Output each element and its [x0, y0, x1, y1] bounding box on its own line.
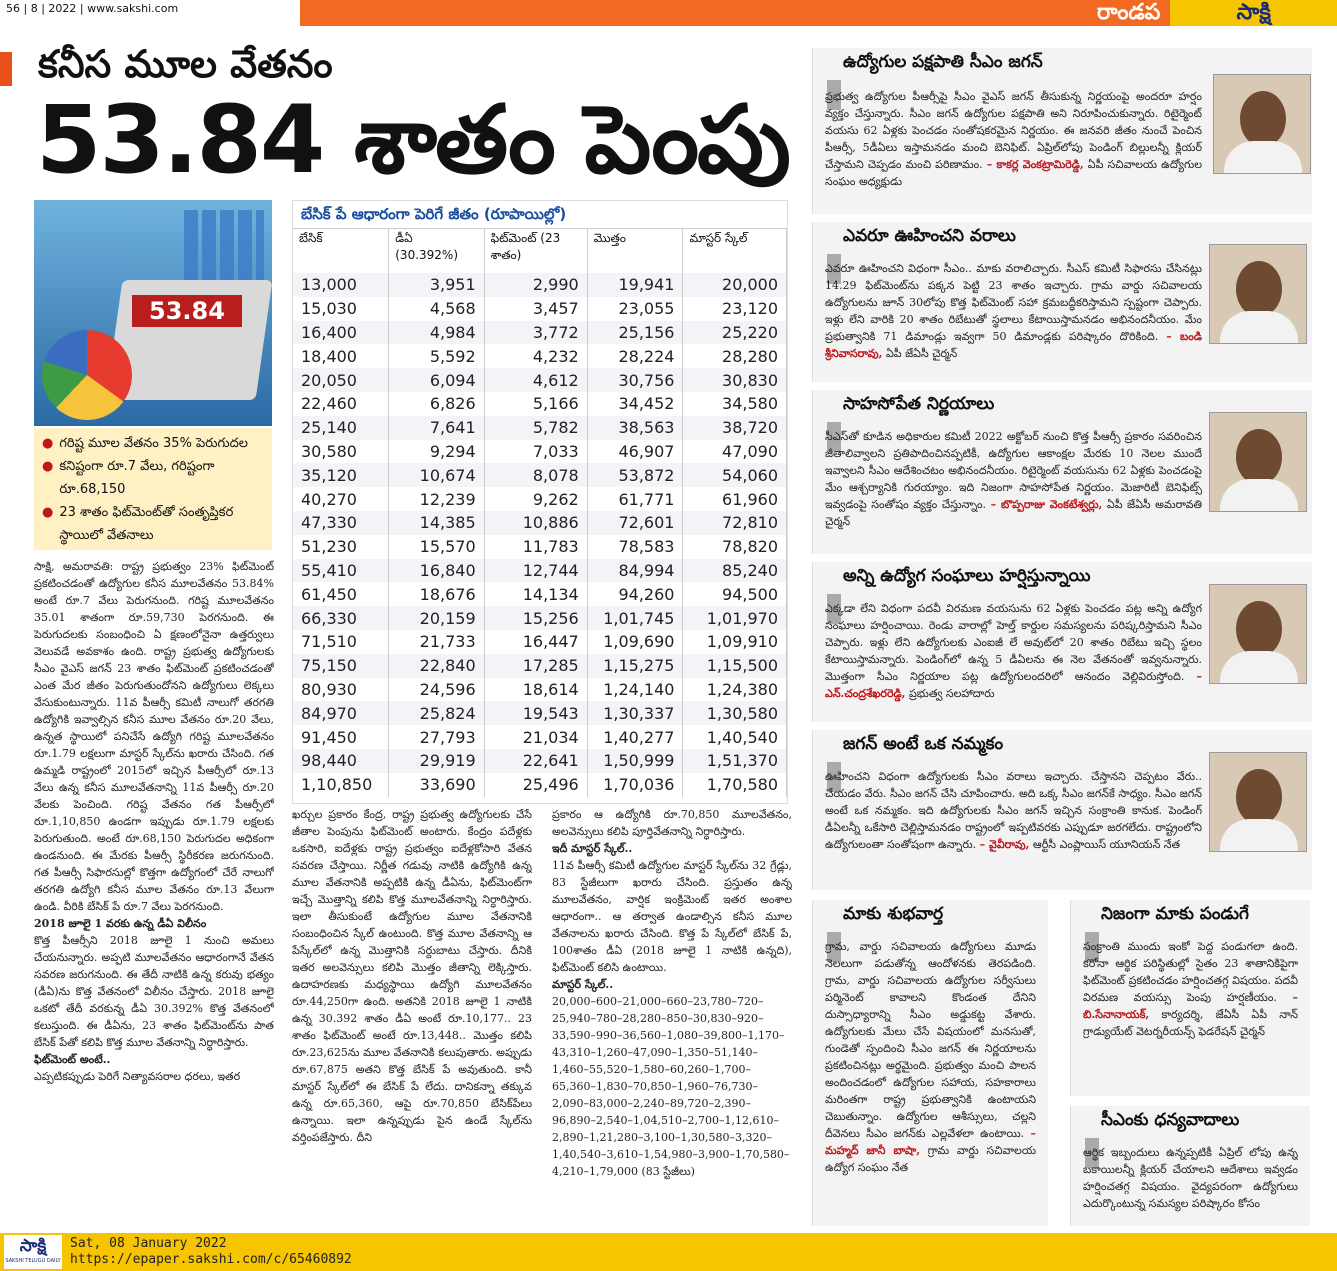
- table-row: [293, 725, 787, 749]
- table-cell: 7,033: [484, 440, 587, 464]
- col-header: ఫిట్‌మెంట్ (23 శాతం): [484, 229, 587, 273]
- table-row: [293, 463, 787, 487]
- table-cell: 30,580: [293, 440, 389, 464]
- calculator-display: 53.84: [132, 295, 242, 327]
- subheading: ఇదీ మాస్టర్ స్కేల్..: [552, 842, 633, 855]
- table-cell: 18,400: [293, 344, 389, 368]
- table-cell: 47,330: [293, 511, 389, 535]
- person-photo: [1209, 752, 1307, 852]
- table-cell: 91,450: [293, 725, 389, 749]
- table-cell: 66,330: [293, 606, 389, 630]
- table-cell: 5,592: [389, 344, 484, 368]
- table-cell: 9,262: [484, 487, 587, 511]
- section-name: రాండప: [1087, 0, 1170, 26]
- table-cell: 4,984: [389, 321, 484, 345]
- card-text: ప్రభుత్వ ఉద్యోగుల పీఆర్సీపై సీఎం వైఎస్ జగన్ తీసుకున్న నిర్ణయంపై అందరూ హర్షం వ్యక్తం చేస్తున్నారు. సీఎం జగన్ ఉద్యోగుల పక్షపాతి అని నిరూపించుకున్నారు. రిటైర్మెంట్ వయసు 62 ఏళ్లకు పెంచడం సంతోషకరమైన నిర్ణయం. ఈ జనవరి జీతం నుంచే పెంచిన పీఆర్సీ, 5డీఏలు ఇస్తామనడం మంచి బెనిఫిట్. ఏప్రిల్‌లోపు పెండింగ్ బిల్లులన్నీ క్లియర్ చేస్తామని చెప్పడం మంచి పరిణామం. – కాకర్ల వెంకట్రామిరెడ్డి, ఏపీ సచివాలయ ఉద్యోగుల సంఘం అధ్యక్షుడు: [825, 90, 1202, 188]
- image-bar-graphic: [184, 210, 264, 280]
- table-cell: 1,51,370: [683, 749, 787, 773]
- table-cell: 15,256: [484, 606, 587, 630]
- table-cell: 7,641: [389, 416, 484, 440]
- table-cell: 1,70,036: [587, 773, 683, 797]
- table-cell: 23,055: [587, 297, 683, 321]
- table-cell: 14,385: [389, 511, 484, 535]
- quote-card: [812, 48, 1312, 214]
- headline-kicker: కనీస మూల వేతనం: [38, 42, 333, 86]
- article-image: [34, 200, 272, 426]
- table-cell: 19,941: [587, 273, 683, 297]
- table-cell: 1,50,999: [587, 749, 683, 773]
- table-cell: 25,220: [683, 321, 787, 345]
- person-photo: [1213, 74, 1311, 174]
- table-cell: 85,240: [683, 559, 787, 583]
- card-title: జగన్ అంటే ఒక నమ్మకం: [843, 734, 1004, 754]
- subheading: 2018 జూలై 1 వరకు ఉన్న డీఏ విలీనం: [34, 917, 207, 930]
- table-cell: 72,601: [587, 511, 683, 535]
- footer-logo-sub: SAKSHI TELUGU DAILY: [5, 1258, 61, 1264]
- table-cell: 14,134: [484, 582, 587, 606]
- table-cell: 84,994: [587, 559, 683, 583]
- table-cell: 1,10,850: [293, 773, 389, 797]
- table-cell: 5,782: [484, 416, 587, 440]
- table-cell: 30,756: [587, 368, 683, 392]
- table-cell: 1,15,275: [587, 654, 683, 678]
- footer-bar: [0, 1233, 1337, 1271]
- table-cell: 22,641: [484, 749, 587, 773]
- col-header: బేసిక్: [293, 229, 389, 273]
- card-title: మాకు శుభవార్త: [843, 904, 944, 924]
- table-cell: 22,840: [389, 654, 484, 678]
- footer-meta: [70, 1236, 352, 1268]
- table-cell: 54,060: [683, 463, 787, 487]
- table-row: [293, 630, 787, 654]
- table-cell: 10,674: [389, 463, 484, 487]
- table-cell: 84,970: [293, 701, 389, 725]
- col-header: మొత్తం: [587, 229, 683, 273]
- table-row: [293, 297, 787, 321]
- bullet-icon: ●: [42, 459, 54, 474]
- table-cell: 80,930: [293, 678, 389, 702]
- card-text: సంక్రాంతి ముందు ఇంకో పెద్ద పండుగలా ఉంది. కరోనా ఆర్థిక పరిస్థితుల్లో సైతం 23 శాతానికిపైగా ఫిట్‌మెంట్ ప్రకటించడం హర్షించతగ్గ విషయం. పదవీ విరమణ వయస్సు పెంపు హర్షణీయం. – బి.సేనానాయక్, కార్యదర్శి, జేఏసీ ఏపీ నాన్ గ్రాడ్యుయేట్ వెటర్నరీయన్స్ ఫెడరేషన్ చైర్మన్: [1083, 940, 1298, 1038]
- table-row: [293, 654, 787, 678]
- table-cell: 1,40,540: [683, 725, 787, 749]
- card-text: గ్రామ, వార్డు సచివాలయ ఉద్యోగులు మూడు నెలలుగా పడుతోన్న ఆందోళనకు తెరపడింది. గ్రామ, వార్డు సచివాలయ ఉద్యోగుల సర్వీసులు పర్మినెంట్ కావాలని కొండంత దేనిని దుస్సాధ్యారాన్ని సీఎం అడ్డుకట్ట వేశారు. ఉద్యోగులకు మేలు చేసే విషయంలో మనసుతో, గుండెతో స్పందించి సీఎం జగన్ ఈ నిర్ణయాలను ప్రకటించినట్లు అర్థమైంది. ప్రభుత్వం మంచి పాలన అందించడంలో ఉద్యోగుల సహాయ, సహకారాలు మరింతగా రాష్ట్ర ప్రభుత్వానికి ఉంటాయని చెబుతున్నాం. ఉద్యోగుల ఆశీస్సులు, చల్లని దీవెనలు సీఎం జగన్‌కు ఎల్లవేళలా ఉంటాయి. – మహ్మద్ జానీ బాషా, గ్రామ వార్డు సచివాలయ ఉద్యోగ సంఘం నేత: [825, 940, 1036, 1174]
- table-cell: 15,570: [389, 535, 484, 559]
- subheading: మాస్టర్ స్కేల్..: [552, 978, 614, 991]
- table-row: [293, 392, 787, 416]
- bullet-icon: ●: [42, 436, 54, 451]
- table-cell: 22,460: [293, 392, 389, 416]
- table-cell: 55,410: [293, 559, 389, 583]
- table-cell: 1,70,580: [683, 773, 787, 797]
- salary-table: [292, 200, 788, 804]
- table-cell: 19,543: [484, 701, 587, 725]
- table-cell: 24,596: [389, 678, 484, 702]
- table-cell: 94,260: [587, 582, 683, 606]
- table-cell: 34,452: [587, 392, 683, 416]
- table-cell: 21,034: [484, 725, 587, 749]
- table-cell: 38,563: [587, 416, 683, 440]
- table-row: [293, 487, 787, 511]
- table-cell: 4,612: [484, 368, 587, 392]
- table-cell: 5,166: [484, 392, 587, 416]
- table-cell: 28,224: [587, 344, 683, 368]
- top-header-bar: [0, 0, 1337, 26]
- table-cell: 6,826: [389, 392, 484, 416]
- kicker-accent-bar: [0, 52, 12, 86]
- table-cell: 1,09,690: [587, 630, 683, 654]
- table-cell: 61,450: [293, 582, 389, 606]
- table-row: [293, 678, 787, 702]
- table-cell: 51,230: [293, 535, 389, 559]
- table-row: [293, 416, 787, 440]
- table-cell: 72,810: [683, 511, 787, 535]
- card-title: నిజంగా మాకు పండుగే: [1101, 904, 1249, 924]
- table-cell: 1,09,910: [683, 630, 787, 654]
- table-row: [293, 701, 787, 725]
- table-row: [293, 440, 787, 464]
- card-text: ఎవరూ ఊహించని విధంగా సీఎం.. మాకు వరాలిచ్చారు. సీఎస్ కమిటీ సిఫారసు చేసినట్లు 14.29 ఫిట్‌మెంట్‌ను పక్కన పెట్టి 23 శాతం ఇచ్చారు. గ్రామ వార్డు సచివాలయ ఉద్యోగులను జూన్ 30లోపు కొత్త ఫిట్‌మెంట్ సహా క్రమబద్ధీకరిస్తామని స్పష్టంగా చెప్పారు. ఇళ్లు లేని వారికి 20 శాతం రిబేటుతో స్థలాలు కేటాయిస్తామనడం అభినందనీయం. మేం ప్రభుత్వానికి 71 డిమాండ్లు ఇవ్వగా 50 డిమాండ్లకు పరిష్కారం దొరికింది. – బండి శ్రీనివాసరావు, ఏపీ జేఏసీ చైర్మన్: [825, 262, 1202, 360]
- table-cell: 47,090: [683, 440, 787, 464]
- card-text: సీఎస్‌తో కూడిన అధికారుల కమిటీ 2022 అక్టోబర్ నుంచి కొత్త పీఆర్సీ ప్రకారం సవరించిన జీతాలివ్వాలని ప్రతిపాదించినప్పటికీ, ఉద్యోగుల ఆకాంక్షల మేరకు 10 నెలల ముందే ఇవ్వాలని సీఎం ఆదేశించటం అభినందనీయం. రిటైర్మెంట్ వయసును 62 ఏళ్లకు పెంచడంపై మేం ఆశ్చర్యానికి గురయ్యాం. ఇది నిజంగా సాహసోపేత నిర్ణయం. మెజారిటీ బెనిఫిట్స్ ఇవ్వడంపై సంతోషం వ్యక్తం చేస్తున్నాం. – బొప్పరాజు వెంకటేశ్వర్లు, ఏపీ జేఏసీ అమరావతి చైర్మన్: [825, 430, 1202, 528]
- article-column-1: సాక్షి, అమరావతి: రాష్ట్ర ప్రభుత్వం 23% ఫిట్‌మెంట్ ప్రకటించడంతో ఉద్యోగుల కనీస మూలవేతనం 53.84% అంటే రూ.7 వేలు పెరుగనుంది. గరిష్ట మూలవేతనం 35.01 శాతంగా రూ.59,730 పెరగనుంది. ఈ పెరుగుదలకు సంబంధించి ఏ క్షణంలోనైనా ఉత్తర్వులు వెలువడే అవకాశం ఉంది. రాష్ట్ర ప్రభుత్వ ఉద్యోగులకు సీఎం వైఎస్ జగన్ 23 శాతం ఫిట్‌మెంట్ ప్రకటించడంతో ఎంత మేర జీతం పెరుగుతుందోనని ఉద్యోగులు లెక్కలు వేసుకుంటున్నారు. 11వ పీఆర్సీ కమిటీ నాలుగో తరగతి ఉద్యోగికి ఇవ్వాల్సిన కనీస మూల వేతనం రూ.20 వేలు, ఉన్నత స్థాయిలో పనిచేసే ఉద్యోగి గరిష్ట మూలవేతనం రూ.1.79 లక్షలుగా మాస్టర్ స్కేల్‌ను ఖరారు చేసింది. గత ఉమ్మడి రాష్ట్రంలో 2015లో ఇచ్చిన పీఆర్సీలో రూ.13 వేలు ఉన్న కనీస మూలవేతనాన్ని 11వ పీఆర్సీ రూ.20 వేలకు పెంచింది. గరిష్ట వేతనం గత పీఆర్సీలో రూ.1,10,850 ఉండగా ఇప్పుడు రూ.1.79 లక్షలకు పెరుగుతుంది. అంటే రూ.68,150 పెరుగుదల అధికంగా ఉండనుంది. ఈ మేరకు పీఆర్సీ స్థిరీకరణ జరుగనుంది. గత పీఆర్సీ సిఫారసుల్లో కొత్తగా ఉద్యోగంలో చేరే నాలుగో తరగతి ఉద్యోగి కనీస మూల వేతనం రూ.13 వేలుగా ఉండి. వీరికి బేసిక్ పే రూ.7 వేలు పెరగనుంది. 2018 జూలై 1 వరకు ఉన్న డీఏ విలీనం కొత్త పీఆర్సీని 2018 జూలై 1 నుంచి అమలు చేయనున్నారు. అప్పటి మూలవేతనం ఆధారంగానే వేతన సవరణ జరుగనుంది. ఈ తేదీ నాటికి ఉన్న కరువు భత్యం (డీఏ)ను కొత్త వేతనంలో విలీనం చేస్తారు. 2018 జూలై ఒకటో తేదీ వరకున్న డీఏ 30.392% కొత్త వేతనంలో కలుస్తుంది. ఈ డీఏను, 23 శాతం ఫిట్‌మెంట్‌ను పాత బేసిక్ పేతో కలిపి కొత్త మూల వేతనాన్ని నిర్ధారిస్తారు. ఫిట్‌మెంట్ అంటే.. ఎప్పటికప్పుడు పెరిగే నిత్యావసరాల ధరలు, ఇతర: [34, 560, 274, 1083]
- table-cell: 1,15,500: [683, 654, 787, 678]
- table-cell: 10,886: [484, 511, 587, 535]
- person-photo: [1209, 412, 1307, 512]
- table-cell: 33,690: [389, 773, 484, 797]
- table-cell: 71,510: [293, 630, 389, 654]
- quote-card: [812, 730, 1312, 890]
- table-row: [293, 559, 787, 583]
- highlights-box: [34, 428, 272, 550]
- table-cell: 15,030: [293, 297, 389, 321]
- header-right: [1087, 0, 1337, 26]
- brand-logo[interactable]: సాక్షి: [1170, 0, 1337, 26]
- col-header: మాస్టర్ స్కేల్: [683, 229, 787, 273]
- table-cell: 25,140: [293, 416, 389, 440]
- table-row: [293, 344, 787, 368]
- table-row: [293, 749, 787, 773]
- table-cell: 1,24,380: [683, 678, 787, 702]
- quote-card: [812, 562, 1312, 722]
- article-column-3: ప్రకారం ఆ ఉద్యోగికి రూ.70,850 మూలవేతనం, అలవెన్సులు కలిపి పూర్తివేతనాన్ని నిర్ధారిస్తారు. ఇదీ మాస్టర్ స్కేల్.. 11వ పీఆర్సీ కమిటీ ఉద్యోగుల మాస్టర్ స్కేల్‌ను 32 గ్రేడ్లు, 83 స్టేజీలుగా ఖరారు చేసింది. ప్రస్తుతం ఉన్న మూలవేతనం, వార్షిక ఇంక్రిమెంట్ ఇతర అంశాల ఆధారంగా.. ఆ తర్వాత ఉండాల్సిన కనీస మూల వేతనాలను ఖరారు చేసింది. కొత్త పే స్కేల్‌లో బేసిక్ పే, 100శాతం డీఏ (2018 జూలై 1 నాటికి ఉన్నది), ఫిట్‌మెంట్ కలిసి ఉంటాయి. మాస్టర్ స్కేల్.. 20,000–600–21,000–660–23,780–720–25,940–780–28,280–850–30,830–920–33,590–990–36,560–1,080–39,800–1,170–43,310–1,260–47,090–1,350–51,140–1,460–55,520–1,580–60,260–1,700–65,360–1,830–70,850–1,960–76,730–2,090–83,000–2,240–89,720–2,390–96,890–2,540–1,04,510–2,700–1,12,610–2,890–1,21,280–3,100–1,30,580–3,320–1,40,540–3,610–1,54,980–3,900–1,70,580–4,210–1,79,000 (83 స్టేజీలు): [552, 808, 792, 1178]
- salary-table-grid: [293, 229, 787, 797]
- table-cell: 20,000: [683, 273, 787, 297]
- table-cell: 11,783: [484, 535, 587, 559]
- table-cell: 23,120: [683, 297, 787, 321]
- table-row: [293, 606, 787, 630]
- table-cell: 12,239: [389, 487, 484, 511]
- table-cell: 34,580: [683, 392, 787, 416]
- table-cell: 1,40,277: [587, 725, 683, 749]
- header-accent: [300, 0, 1087, 26]
- table-cell: 20,159: [389, 606, 484, 630]
- table-cell: 94,500: [683, 582, 787, 606]
- headline-main: 53.84 శాతం పెంపు: [36, 86, 789, 195]
- quote-card: [812, 390, 1312, 554]
- table-cell: 30,830: [683, 368, 787, 392]
- footer-logo[interactable]: సాక్షి SAKSHI TELUGU DAILY: [4, 1235, 62, 1269]
- table-cell: 4,232: [484, 344, 587, 368]
- table-cell: 46,907: [587, 440, 683, 464]
- card-title: సాహసోపేత నిర్ణయాలు: [843, 394, 995, 414]
- table-cell: 78,820: [683, 535, 787, 559]
- table-cell: 6,094: [389, 368, 484, 392]
- highlight-item: ● 23 శాతం ఫిట్‌మెంట్‌తో సంతృప్తికర స్థాయిలో వేతనాలు: [42, 501, 264, 547]
- table-cell: 1,30,580: [683, 701, 787, 725]
- table-cell: 16,400: [293, 321, 389, 345]
- quote-card: [812, 900, 1048, 1226]
- table-cell: 3,457: [484, 297, 587, 321]
- table-cell: 20,050: [293, 368, 389, 392]
- table-cell: 18,614: [484, 678, 587, 702]
- card-title: సీఎంకు ధన్యవాదాలు: [1101, 1110, 1240, 1130]
- table-cell: 29,919: [389, 749, 484, 773]
- table-cell: 13,000: [293, 273, 389, 297]
- person-photo: [1209, 584, 1307, 684]
- highlight-item: ● కనిష్టంగా రూ.7 వేలు, గరిష్టంగా రూ.68,150: [42, 455, 264, 501]
- card-title: ఎవరూ ఊహించని వరాలు: [843, 226, 1016, 246]
- table-cell: 17,285: [484, 654, 587, 678]
- table-cell: 61,960: [683, 487, 787, 511]
- footer-date: Sat, 08 January 2022: [70, 1236, 227, 1251]
- footer-url[interactable]: https://epaper.sakshi.com/c/65460892: [70, 1252, 352, 1267]
- highlight-item: ● గరిష్ట మూల వేతనం 35% పెరుగుదల: [42, 432, 264, 455]
- table-cell: 75,150: [293, 654, 389, 678]
- table-cell: 16,447: [484, 630, 587, 654]
- col-header: డీఏ (30.392%): [389, 229, 484, 273]
- table-cell: 16,840: [389, 559, 484, 583]
- bullet-icon: ●: [42, 505, 54, 520]
- table-cell: 28,280: [683, 344, 787, 368]
- table-cell: 25,824: [389, 701, 484, 725]
- table-cell: 3,772: [484, 321, 587, 345]
- quote-card: [1070, 900, 1310, 1096]
- table-cell: 4,568: [389, 297, 484, 321]
- table-row: [293, 511, 787, 535]
- subheading: ఫిట్‌మెంట్ అంటే..: [34, 1053, 111, 1066]
- table-cell: 9,294: [389, 440, 484, 464]
- table-cell: 78,583: [587, 535, 683, 559]
- card-title: అన్ని ఉద్యోగ సంఘాలు హర్షిస్తున్నాయి: [843, 566, 1091, 586]
- table-cell: 1,01,745: [587, 606, 683, 630]
- card-text: ఊహించని విధంగా ఉద్యోగులకు సీఎం వరాలు ఇచ్చారు. చేస్తానని చెప్పటం వేరు.. చేయడం వేరు. సీఎం జగన్ చేసి చూపించారు. అది ఒక్క సీఎం జగన్‌కే సాధ్యం. సీఎం జగన్ అంటే ఒక నమ్మకం. ఇది ఉద్యోగులకు సీఎం జగన్ ఇచ్చిన సంక్రాంతి కానుక. పెండింగ్ డీఏలన్నీ ఒకేసారి చెల్లిస్తామనడం రాష్ట్రంలో ఇప్పటివరకు ఎప్పుడూ జరగలేదు. రాష్ట్రంలోని ఉద్యోగులంతా సంతోషంగా ఉన్నారు. – వైవీరావు, ఆర్టీసీ ఎంప్లాయిస్ యూనియన్ నేత: [825, 770, 1202, 851]
- table-row: [293, 321, 787, 345]
- quote-card: [1070, 1106, 1310, 1226]
- table-cell: 1,01,970: [683, 606, 787, 630]
- table-row: [293, 773, 787, 797]
- table-cell: 25,156: [587, 321, 683, 345]
- card-text: ఆర్థిక ఇబ్బందులు ఉన్నప్పటికీ ఏప్రిల్ లోపు ఉన్న బకాయిలన్నీ క్లియర్ చేయాలని ఆదేశాలు ఇవ్వడం హర్షించతగ్గ విషయం. వైద్యపరంగా ఉద్యోగులు ఎదుర్కొంటున్న సమస్యల పరిష్కారం కోసం: [1083, 1146, 1298, 1210]
- table-cell: 61,771: [587, 487, 683, 511]
- table-row: [293, 535, 787, 559]
- table-cell: 53,872: [587, 463, 683, 487]
- table-cell: 2,990: [484, 273, 587, 297]
- edition-line: 56 | 8 | 2022 | www.sakshi.com: [0, 0, 300, 26]
- table-row: [293, 582, 787, 606]
- quote-card: [812, 222, 1312, 382]
- table-cell: 38,720: [683, 416, 787, 440]
- article-column-2: ఖర్చుల ప్రకారం కేంద్ర, రాష్ట్ర ప్రభుత్వ ఉద్యోగులకు చేసే జీతాల పెంపును ఫిట్‌మెంట్ అంటారు. కేంద్రం పదేళ్లకు ఒకసారి, ఐదేళ్లకు రాష్ట్ర ప్రభుత్వం ఐదేళ్లకోసారి వేతన సవరణ చేస్తాయి. నిర్ణీత గడువు నాటికి ఉద్యోగికి ఉన్న మూల వేతనానికి అప్పటికి ఉన్న డీఏను, ఫిట్‌మెంట్‌గా ఇచ్చే మొత్తాన్ని కలిపి కొత్త మూలవేతనాన్ని నిర్ధారిస్తారు. ఇలా తీసుకుంటే ఉద్యోగుల మూల వేతనానికి సంబంధించిన స్కేల్ ఉంటుంది. కొత్త మూల వేతనాన్ని ఆ పేస్కేల్‌లో ఉన్న మొత్తానికి సర్దుబాటు చేస్తారు. దీనికి ఇతర అలవెన్సులు కలిపి మొత్తం జీతాన్ని లెక్కిస్తారు. ఉదాహరణకు మధ్యస్థాయి ఉద్యోగి మూలవేతనం రూ.44,250గా ఉంది. అతనికి 2018 జూలై 1 నాటికి ఉన్న 30.392 శాతం డీఏ అంటే రూ.10,177.. 23 శాతం ఫిట్‌మెంట్ అంటే రూ.13,448.. మొత్తం కలిపి రూ.23,625ను మూల వేతనానికి కలుపుతారు. అప్పుడు రూ.67,875 అతని కొత్త బేసిక్ పే అవుతుంది. కానీ మాస్టర్ స్కేల్‌లో ఈ బేసిక్ పే లేదు. దానికన్నా తక్కువ ఉన్న రూ.65,360, ఆపై రూ.70,850 బేసిక్‌పేలు ఉన్నాయి. ఇలా ఉన్నప్పుడు పైన ఉండే స్కేల్‌ను వర్తింపజేస్తారు. దీని: [292, 808, 532, 1144]
- card-title: ఉద్యోగుల పక్షపాతి సీఎం జగన్: [843, 52, 1043, 72]
- table-cell: 1,24,140: [587, 678, 683, 702]
- table-cell: 35,120: [293, 463, 389, 487]
- table-cell: 27,793: [389, 725, 484, 749]
- table-cell: 18,676: [389, 582, 484, 606]
- table-cell: 12,744: [484, 559, 587, 583]
- card-text: ఎక్కడా లేని విధంగా పదవీ విరమణ వయసును 62 ఏళ్లకు పెంచడం పట్ల అన్ని ఉద్యోగ సంఘాలు హర్షించాయి. రెండు వారాల్లో హెల్త్ కార్డుల సమస్యలను పరిష్కరిస్తామని సీఎం చెప్పారు. ఇళ్లు లేని ఉద్యోగులకు ఎంఐజీ లే అవుట్‌లో 20 శాతం రిబేటు ఇచ్చి స్థలం కేటాయిస్తామన్నారు. పెండింగ్‌లో ఉన్న 5 డీఏలను ఈ నెల వేతనంతో ఇవ్వనున్నారు. మొత్తంగా సీఎం నిర్ణయాల పట్ల ఉద్యోగులందరిలో ఆనందం వెల్లివిరుస్తోంది. – ఎన్.చంద్రశేఖరరెడ్డి, ప్రభుత్వ సలహాదారు: [825, 602, 1202, 700]
- table-cell: 98,440: [293, 749, 389, 773]
- table-row: [293, 273, 787, 297]
- table-row: [293, 368, 787, 392]
- table-cell: 1,30,337: [587, 701, 683, 725]
- table-cell: 8,078: [484, 463, 587, 487]
- table-cell: 25,496: [484, 773, 587, 797]
- person-photo: [1209, 244, 1307, 344]
- table-cell: 40,270: [293, 487, 389, 511]
- table-cell: 3,951: [389, 273, 484, 297]
- table-cell: 21,733: [389, 630, 484, 654]
- table-title: బేసిక్ పే ఆధారంగా పెరిగే జీతం (రూపాయిల్లో): [293, 201, 787, 229]
- table-header-row: [293, 229, 787, 273]
- pie-graphic: [42, 330, 132, 420]
